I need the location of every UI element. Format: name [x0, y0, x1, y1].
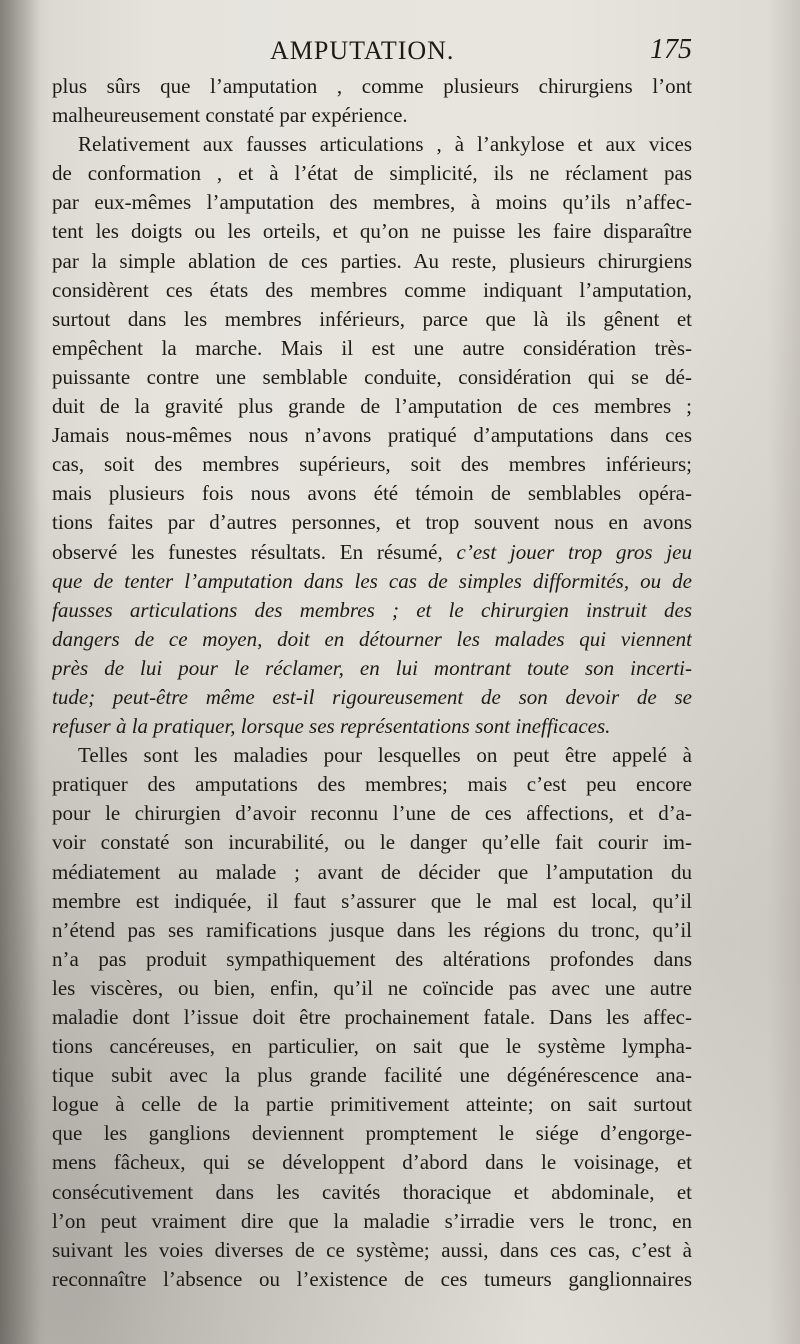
text-line: n’étend pas ses ramifications jusque dans les régions du tronc, qu’il: [52, 917, 692, 942]
running-title: AMPUTATION.: [270, 36, 455, 65]
italic-line: refuser à la pratiquer, lorsque ses représentations sont inefficaces.: [52, 714, 611, 739]
text-line: tions cancéreuses, en particulier, on sait que le système lympha-: [52, 1034, 692, 1059]
page-header: [52, 34, 692, 70]
text-line: de conformation , et à l’état de simplicité, ils ne réclament pas: [52, 161, 692, 186]
text-line: plus sûrs que l’amputation , comme plusieurs chirurgiens l’ont: [52, 74, 692, 98]
text-line: tent les doigts ou les orteils, et qu’on ne puisse les faire disparaître: [52, 219, 692, 244]
text-line: considèrent ces états des membres comme indiquant l’amputation,: [52, 277, 692, 302]
page-number: 175: [650, 34, 692, 65]
text-line: mens fâcheux, qui se développent d’abord dans le voisinage, et: [52, 1150, 692, 1175]
text-run: observé les funestes résultats. En résumé,: [52, 539, 457, 564]
text-line: l’on peut vraiment dire que la maladie s’irradie vers le tronc, en: [52, 1208, 692, 1233]
text-line: par la simple ablation de ces parties. Au reste, plusieurs chirurgiens: [52, 248, 692, 273]
text-line: Jamais nous-mêmes nous n’avons pratiqué d’amputations dans ces: [52, 423, 692, 448]
text-line: pour le chirurgien d’avoir reconnu l’une de ces affections, et d’a-: [52, 801, 692, 826]
text-line: médiatement au malade ; avant de décider que l’amputation du: [52, 859, 692, 884]
italic-line: dangers de ce moyen, doit en détourner les malades qui viennent: [52, 626, 692, 651]
text-line: membre est indiquée, il faut s’assurer que le mal est local, qu’il: [52, 888, 692, 913]
text-line: duit de la gravité plus grande de l’amputation de ces membres ;: [52, 394, 692, 419]
text-line: n’a pas produit sympathiquement des altérations profondes dans: [52, 946, 692, 971]
text-line: tique subit avec la plus grande facilité une dégénérescence ana-: [52, 1063, 692, 1088]
paragraph-start-line: Telles sont les maladies pour lesquelles on peut être appelé à: [78, 743, 692, 768]
text-line: malheureusement constaté par expérience.: [52, 103, 408, 128]
text-line: par eux-mêmes l’amputation des membres, à moins qu’ils n’affec-: [52, 190, 692, 215]
text-line: reconnaître l’absence ou l’existence de ces tumeurs ganglionnaires: [52, 1266, 692, 1291]
text-line: suivant les voies diverses de ce système; aussi, dans ces cas, c’est à: [52, 1237, 692, 1262]
text-line: que les ganglions deviennent promptement le siége d’engorge-: [52, 1121, 692, 1146]
text-line: puissante contre une semblable conduite, considération qui se dé-: [52, 364, 692, 389]
text-line: surtout dans les membres inférieurs, parce que là ils gênent et: [52, 306, 692, 331]
text-line: empêchent la marche. Mais il est une autre considération très-: [52, 335, 692, 360]
text-line: les viscères, ou bien, enfin, qu’il ne coïncide pas avec une autre: [52, 975, 692, 1000]
italic-line: que de tenter l’amputation dans les cas de simples difformités, ou de: [52, 568, 692, 593]
text-line: tions faites par d’autres personnes, et trop souvent nous en avons: [52, 510, 692, 535]
italic-line: tude; peut-être même est-il rigoureusement de son devoir de se: [52, 684, 692, 709]
italic-run: c’est jouer trop gros jeu: [456, 539, 692, 564]
text-line: maladie dont l’issue doit être prochainement fatale. Dans les affec-: [52, 1005, 692, 1029]
text-line: mais plusieurs fois nous avons été témoin de semblables opéra-: [52, 481, 692, 506]
text-line: voir constaté son incurabilité, ou le danger qu’elle fait courir im-: [52, 830, 692, 855]
paragraph-start-line: Relativement aux fausses articulations , à l’ankylose et aux vices: [78, 132, 692, 157]
text-line: logue à celle de la partie primitivement atteinte; on sait surtout: [52, 1092, 692, 1117]
text-line: pratiquer des amputations des membres; mais c’est peu encore: [52, 772, 692, 797]
text-line: consécutivement dans les cavités thoracique et abdominale, et: [52, 1179, 692, 1204]
text-line: cas, soit des membres supérieurs, soit des membres inférieurs;: [52, 452, 692, 477]
binding-shadow: [0, 0, 40, 1344]
italic-line: fausses articulations des membres ; et le chirurgien instruit des: [52, 597, 692, 622]
text-line-mixed: [52, 538, 692, 567]
body-text: [52, 72, 692, 1294]
italic-line: près de lui pour le réclamer, en lui montrant toute son incerti-: [52, 655, 692, 680]
